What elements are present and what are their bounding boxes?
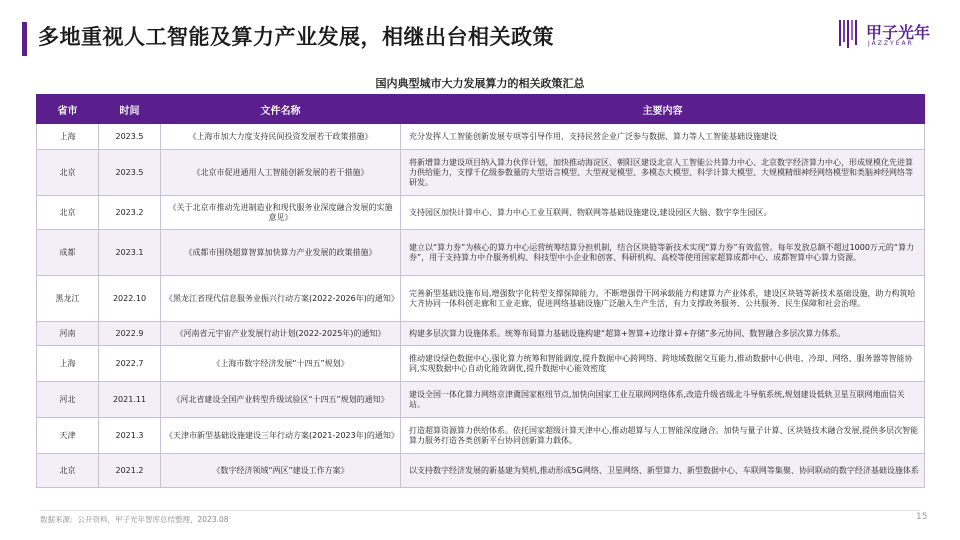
page-number: 15 — [916, 512, 928, 522]
table-row — [37, 454, 925, 488]
table-row — [37, 418, 925, 454]
table-row — [37, 150, 925, 196]
table-row — [37, 346, 925, 382]
cell-content: 建设全国一体化算力网络京津冀国家枢纽节点,加快向国家工业互联网网络体系,改造升级省级北斗导航系统,规划建设低轨卫星互联网地面信关站。 — [401, 382, 925, 418]
cell-document: 《河南省元宇宙产业发展行动计划(2022-2025年)的通知》 — [161, 322, 401, 346]
cell-document: 《上海市数字经济发展“十四五”规划》 — [161, 346, 401, 382]
cell-content: 打造超算资源算力供给体系。依托国家超级计算天津中心,推动超算与人工智能深度融合。加快与量子计算、区块链技术融合发展,提供多层次智能算力服务打造各类创新平台协同创新算力载体。 — [401, 418, 925, 454]
page-title: 多地重视人工智能及算力产业发展，相继出台相关政策 — [38, 25, 554, 49]
cell-content: 完善新型基础设施布局,增强数字化转型支撑保障能力。不断增强骨干网承载能力构建算力产业体系，建设区块链等新技术基础设施，助力构筑哈大齐协同一体科创走廊和工业走廊，促进网络基础设施广泛融入生产生活，有力支撑政务服务、公共服务、民生保障和社会治理。 — [401, 276, 925, 322]
cell-document: 《上海市加大力度支持民间投资发展若干政策措施》 — [161, 124, 401, 150]
cell-date: 2023.5 — [99, 150, 161, 196]
cell-city: 河北 — [37, 382, 99, 418]
cell-date: 2023.1 — [99, 230, 161, 276]
cell-document: 《河北省建设全国产业转型升级试验区“十四五”规划的通知》 — [161, 382, 401, 418]
cell-city: 河南 — [37, 322, 99, 346]
table-row — [37, 230, 925, 276]
cell-city: 上海 — [37, 124, 99, 150]
column-header-date: 时间 — [99, 95, 161, 124]
table-row — [37, 382, 925, 418]
table-row — [37, 322, 925, 346]
table-row — [37, 196, 925, 230]
cell-document: 《成都市围绕超算智算加快算力产业发展的政策措施》 — [161, 230, 401, 276]
cell-city: 北京 — [37, 196, 99, 230]
cell-content: 将新增算力建设项目纳入算力伙伴计划，加快推动海淀区、朝阳区建设北京人工智能公共算力中心、北京数字经济算力中心，形成规模化先进算力供给能力，支撑千亿级参数量的大型语言模型、大型视觉模型、多模态大模型、科学计算大模型、大规模精细神经网络模型和类脑神经网络等研发。 — [401, 150, 925, 196]
column-header-document: 文件名称 — [161, 95, 401, 124]
cell-city: 黑龙江 — [37, 276, 99, 322]
cell-date: 2021.3 — [99, 418, 161, 454]
cell-city: 上海 — [37, 346, 99, 382]
cell-city: 北京 — [37, 454, 99, 488]
cell-date: 2022.10 — [99, 276, 161, 322]
cell-city: 北京 — [37, 150, 99, 196]
cell-date: 2023.5 — [99, 124, 161, 150]
title-accent-bar — [22, 22, 27, 56]
data-source-note: 数据来源：公开资料，甲子光年智库总结整理，2023.08 — [40, 515, 229, 524]
cell-content: 充分发挥人工智能创新发展专项等引导作用，支持民营企业广泛参与数据、算力等人工智能基础设施建设 — [401, 124, 925, 150]
cell-content: 以支持数字经济发展的新基建为契机,推动形成5G网络、卫星网络、新型算力、新型数据中心、车联网等集聚、协同联动的数字经济基础设施体系 — [401, 454, 925, 488]
logo-subtext: JAZZYEAR — [868, 40, 914, 47]
logo-text: 甲子光年 — [866, 23, 931, 42]
table-row — [37, 124, 925, 150]
table-caption: 国内典型城市大力发展算力的相关政策汇总 — [375, 77, 585, 90]
logo-mark-icon — [838, 18, 860, 50]
cell-content: 支持园区加快计算中心、算力中心工业互联网、物联网等基础设施建设,建设园区大脑、数字孪生园区。 — [401, 196, 925, 230]
cell-content: 推动建设绿色数据中心,强化算力统筹和智能调度,提升数据中心跨网络、跨地域数据交互能力,推动数据中心供电、冷却、网络、服务器等智能协同,实现数据中心自动化能效调优,提升数据中心能效密度 — [401, 346, 925, 382]
cell-document: 《天津市新型基础设施建设三年行动方案(2021-2023年)的通知》 — [161, 418, 401, 454]
policy-table — [36, 94, 925, 488]
cell-date: 2021.2 — [99, 454, 161, 488]
cell-document: 《关于北京市推动先进制造业和现代服务业深度融合发展的实施意见》 — [161, 196, 401, 230]
cell-date: 2023.2 — [99, 196, 161, 230]
cell-city: 成都 — [37, 230, 99, 276]
cell-date: 2022.7 — [99, 346, 161, 382]
cell-content: 构建多层次算力设施体系。统筹布局算力基础设施构建“超算+智算+边缘计算+存储”多元协同、数智融合多层次算力体系。 — [401, 322, 925, 346]
table-header-row — [37, 95, 925, 124]
cell-document: 《数字经济领域“两区”建设工作方案》 — [161, 454, 401, 488]
cell-city: 天津 — [37, 418, 99, 454]
column-header-content: 主要内容 — [401, 95, 925, 124]
cell-date: 2022.9 — [99, 322, 161, 346]
column-header-city: 省市 — [37, 95, 99, 124]
cell-content: 建立以“算力券”为核心的算力中心运营统筹结算分担机制，结合区块链等新技术实现“算力券”有效监管。每年发放总额不超过1000万元的“算力券”，用于支持算力中介服务机构、科技型中小企业和创客、科研机构、高校等使用国家超算成都中心、成都智算中心算力资源。 — [401, 230, 925, 276]
table-row — [37, 276, 925, 322]
cell-document: 《北京市促进通用人工智能创新发展的若干措施》 — [161, 150, 401, 196]
cell-date: 2021.11 — [99, 382, 161, 418]
cell-document: 《黑龙江省现代信息服务业振兴行动方案(2022-2026年)的通知》 — [161, 276, 401, 322]
footer-divider — [40, 510, 920, 511]
